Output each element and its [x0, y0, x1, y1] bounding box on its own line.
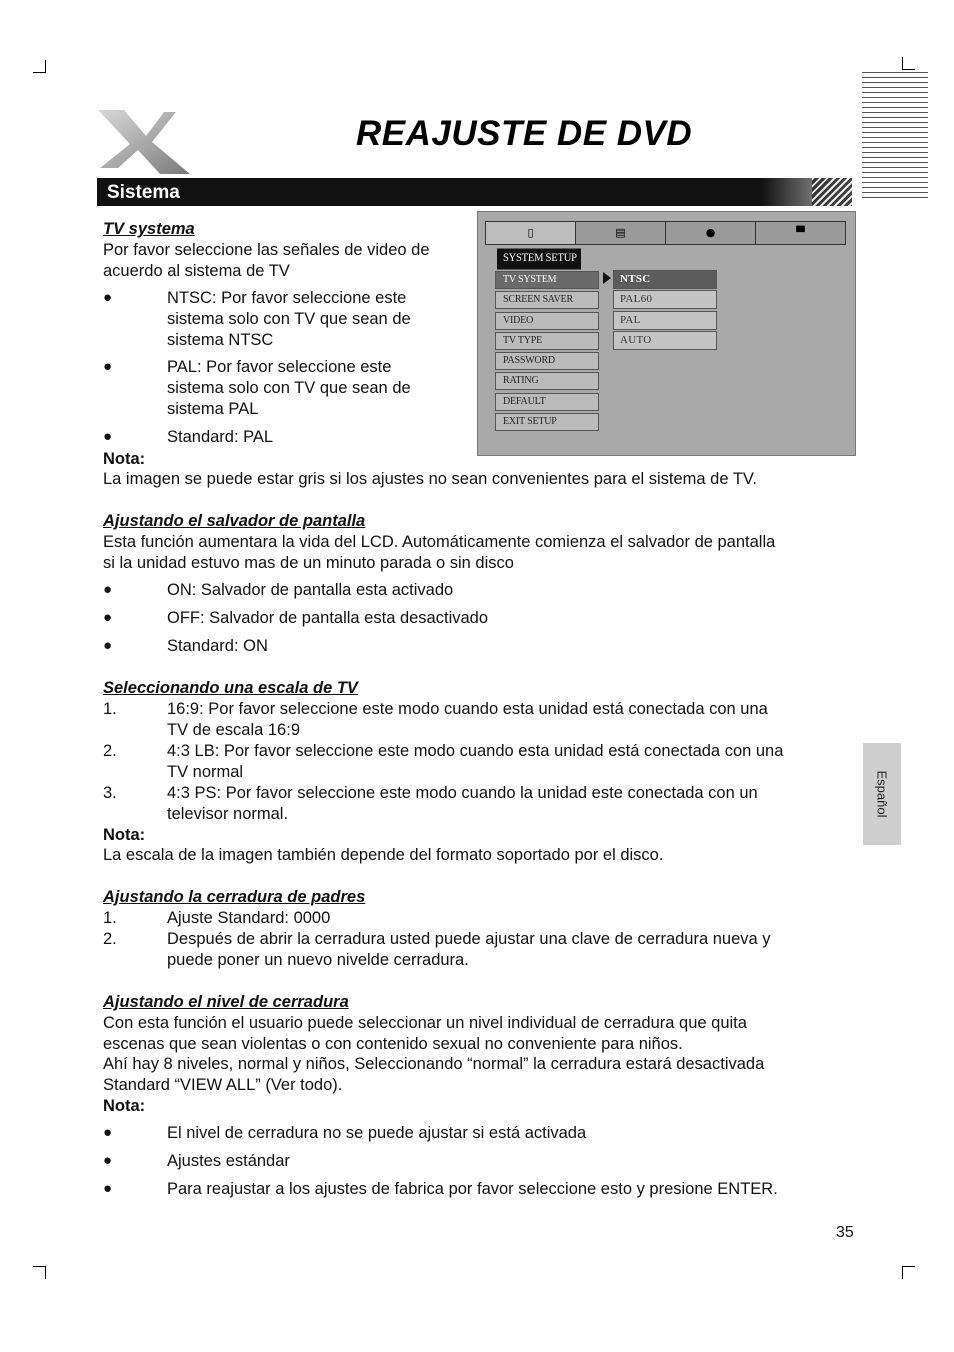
bullet-icon: ●	[103, 1124, 113, 1141]
x-logo	[94, 106, 194, 176]
osd-menu-item: EXIT SETUP	[495, 413, 599, 431]
list-number: 1.	[103, 909, 117, 927]
section-heading: Ajustando la cerradura de padres	[103, 888, 366, 906]
list-item: sistema solo con TV que sean de	[167, 310, 411, 328]
osd-menu-item: VIDEO	[495, 312, 599, 330]
osd-option: NTSC	[613, 270, 717, 289]
list-item: NTSC: Por favor seleccione este	[167, 289, 407, 307]
list-item: sistema PAL	[167, 400, 259, 418]
paragraph: Por favor seleccione las señales de video de	[103, 241, 430, 259]
tv-monitor-icon: ▯	[527, 226, 534, 239]
list-item: televisor normal.	[167, 805, 289, 823]
note-label: Nota:	[103, 450, 146, 468]
list-item: Standard: PAL	[167, 428, 274, 446]
osd-screenshot	[477, 211, 856, 456]
osd-menu-item: SCREEN SAVER	[495, 291, 599, 309]
list-number: 1.	[103, 700, 117, 718]
crop-mark-icon	[902, 57, 915, 70]
paragraph: si la unidad estuvo mas de un minuto parada o sin disco	[103, 554, 514, 572]
list-item: ON: Salvador de pantalla esta activado	[167, 581, 454, 599]
section-heading: TV systema	[103, 220, 195, 238]
note-label: Nota:	[103, 826, 146, 844]
osd-menu-item: TV SYSTEM	[495, 271, 599, 289]
section-heading: Ajustando el salvador de pantalla	[103, 512, 366, 530]
language-label: Español	[874, 770, 890, 818]
list-item: PAL: Por favor seleccione este	[167, 358, 392, 376]
bullet-icon: ●	[103, 637, 113, 654]
list-item: 16:9: Por favor seleccione este modo cuando esta unidad está conectada con una	[167, 700, 768, 718]
osd-menu-item: RATING	[495, 372, 599, 390]
osd-menu-item: DEFAULT	[495, 393, 599, 411]
list-item: El nivel de cerradura no se puede ajustar si está activada	[167, 1124, 587, 1142]
crop-mark-icon	[33, 1266, 46, 1279]
list-number: 2.	[103, 742, 117, 760]
list-item: sistema NTSC	[167, 331, 274, 349]
page-number: 35	[836, 1224, 854, 1241]
osd-option: PAL60	[613, 290, 717, 309]
list-item: sistema solo con TV que sean de	[167, 379, 411, 397]
bullet-icon: ●	[103, 1152, 113, 1169]
osd-tab-preference	[756, 222, 845, 244]
osd-tab-system	[486, 222, 576, 244]
list-item: puede poner un nuevo nivelde cerradura.	[167, 951, 469, 969]
paragraph: escenas que sean violentas o con contenido sexual no conveniente para niños.	[103, 1035, 683, 1053]
bullet-icon: ●	[103, 581, 113, 598]
list-item: Standard: ON	[167, 637, 268, 655]
list-item: OFF: Salvador de pantalla esta desactivado	[167, 609, 489, 627]
language-tab	[863, 743, 901, 845]
note-text: La imagen se puede estar gris si los ajustes no sean convenientes para el sistema de TV.	[103, 470, 757, 488]
band-pattern	[812, 178, 852, 206]
crop-mark-icon	[902, 1266, 915, 1279]
list-item: TV normal	[167, 763, 244, 781]
note-label: Nota:	[103, 1097, 146, 1115]
list-item: 4:3 PS: Por favor seleccione este modo cuando la unidad este conectada con un	[167, 784, 758, 802]
osd-arrow-icon	[603, 272, 611, 284]
section-heading: Ajustando el nivel de cerradura	[103, 993, 349, 1011]
crop-mark-icon	[33, 60, 46, 73]
audio-setup-icon: ▤	[615, 226, 626, 239]
osd-menu-item: TV TYPE	[495, 332, 599, 350]
paragraph: Esta función aumentara la vida del LCD. Automáticamente comienza el salvador de pantalla	[103, 533, 776, 551]
osd-menu-item: PASSWORD	[495, 352, 599, 370]
section-band	[97, 178, 852, 206]
preference-setup-icon: ▀	[796, 226, 805, 239]
decorative-stripes	[862, 72, 928, 200]
bullet-icon: ●	[103, 1180, 113, 1197]
osd-option: PAL	[613, 311, 717, 330]
osd-tab-bar	[485, 221, 846, 245]
list-item: TV de escala 16:9	[167, 721, 300, 739]
paragraph: Con esta función el usuario puede seleccionar un nivel individual de cerradura que quita	[103, 1014, 747, 1032]
bullet-icon: ●	[103, 289, 113, 306]
list-item: Después de abrir la cerradura usted puede ajustar una clave de cerradura nueva y	[167, 930, 771, 948]
bullet-icon: ●	[103, 358, 113, 375]
note-text: La escala de la imagen también depende del formato soportado por el disco.	[103, 846, 664, 864]
paragraph: Ahí hay 8 niveles, normal y niños, Seleccionando “normal” la cerradura estará desactivada	[103, 1055, 765, 1073]
section-heading: Seleccionando una escala de TV	[103, 679, 358, 697]
list-number: 2.	[103, 930, 117, 948]
video-setup-icon: ●	[705, 226, 716, 239]
osd-tab-audio	[576, 222, 666, 244]
paragraph: Standard “VIEW ALL” (Ver todo).	[103, 1076, 343, 1094]
paragraph: acuerdo al sistema de TV	[103, 262, 290, 280]
osd-tab-video	[666, 222, 756, 244]
list-item: Para reajustar a los ajustes de fabrica por favor seleccione esto y presione ENTER.	[167, 1180, 778, 1198]
page-title: REAJUSTE DE DVD	[356, 114, 693, 153]
list-item: 4:3 LB: Por favor seleccione este modo cuando esta unidad está conectada con una	[167, 742, 784, 760]
section-title: Sistema	[107, 182, 180, 203]
osd-heading: SYSTEM SETUP	[497, 249, 581, 270]
bullet-icon: ●	[103, 428, 113, 445]
list-item: Ajustes estándar	[167, 1152, 290, 1170]
osd-option: AUTO	[613, 331, 717, 350]
list-number: 3.	[103, 784, 117, 802]
bullet-icon: ●	[103, 609, 113, 626]
list-item: Ajuste Standard: 0000	[167, 909, 331, 927]
